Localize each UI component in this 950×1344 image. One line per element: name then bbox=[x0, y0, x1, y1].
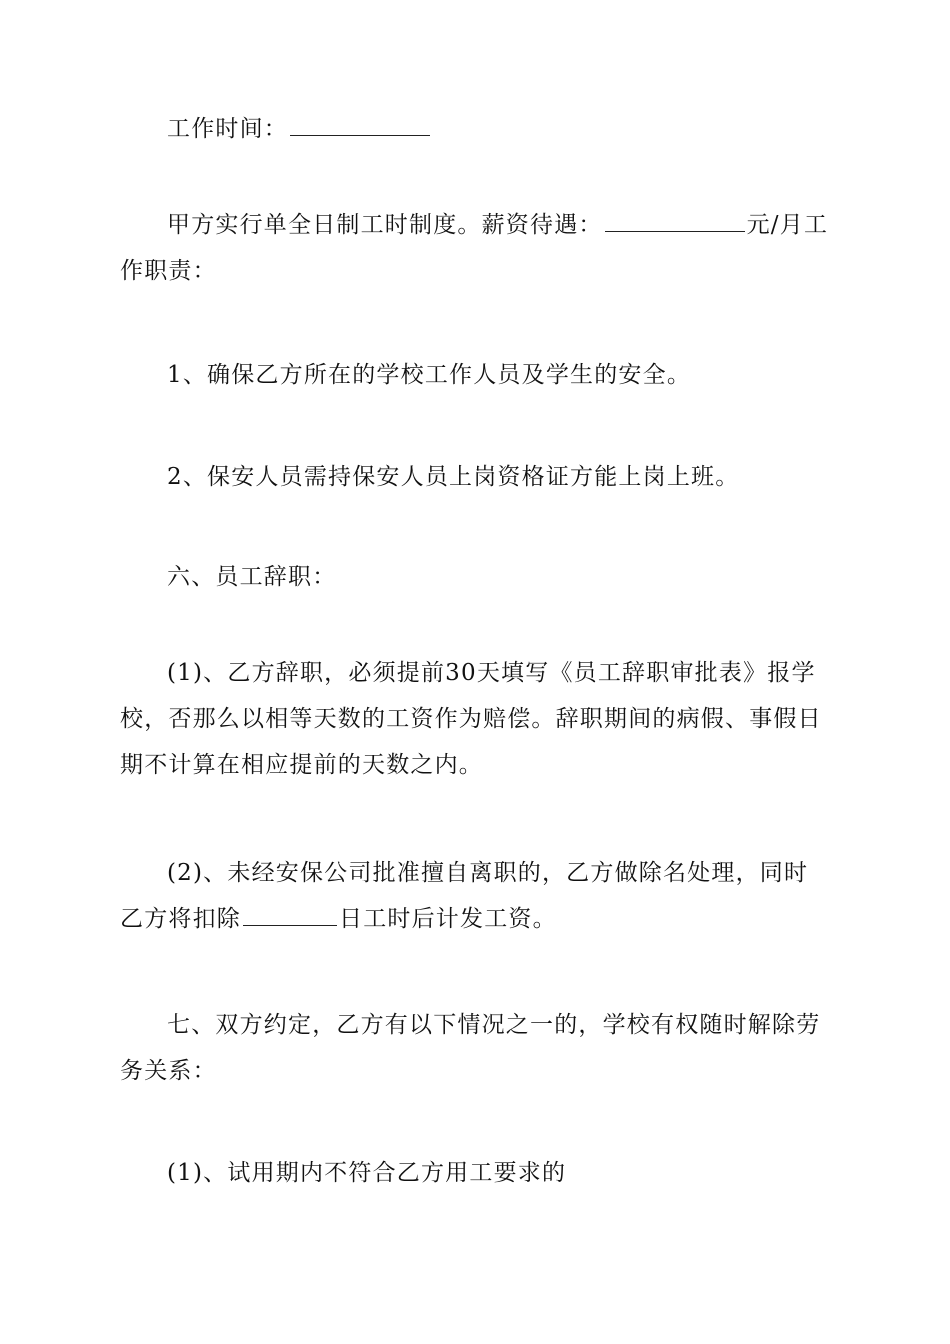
duty-item-2: 2、保安人员需持保安人员上岗资格证方能上岗上班。 bbox=[167, 464, 740, 490]
work-time-label: 工作时间： bbox=[167, 116, 288, 142]
salary-blank bbox=[605, 211, 745, 232]
termination-item-1: (1)、试用期内不符合乙方用工要求的 bbox=[167, 1160, 567, 1186]
resignation-item-2-before: (2)、未经安保公司批准擅自离职的，乙方做除名处理，同时乙方将扣除 bbox=[120, 860, 809, 932]
salary-paragraph bbox=[120, 202, 832, 294]
resignation-item-2 bbox=[120, 850, 832, 942]
salary-text-after: 元/月工作职责： bbox=[120, 212, 829, 284]
work-time-blank bbox=[290, 115, 430, 136]
resignation-item-2-after: 日工时后计发工资。 bbox=[339, 906, 557, 932]
resignation-item-1: (1)、乙方辞职，必须提前30天填写《员工辞职审批表》报学校，否那么以相等天数的工资作为赔偿。辞职期间的病假、事假日期不计算在相应提前的天数之内。 bbox=[120, 660, 822, 778]
work-time-paragraph bbox=[120, 106, 832, 152]
duty-item-1: 1、确保乙方所在的学校工作人员及学生的安全。 bbox=[167, 362, 692, 388]
section-six-heading: 六、员工辞职： bbox=[167, 564, 337, 590]
section-seven-paragraph: 七、双方约定，乙方有以下情况之一的，学校有权随时解除劳务关系： bbox=[120, 1012, 821, 1084]
deduct-days-blank bbox=[243, 905, 337, 926]
salary-text-before: 甲方实行单全日制工时制度。薪资待遇： bbox=[167, 212, 603, 238]
